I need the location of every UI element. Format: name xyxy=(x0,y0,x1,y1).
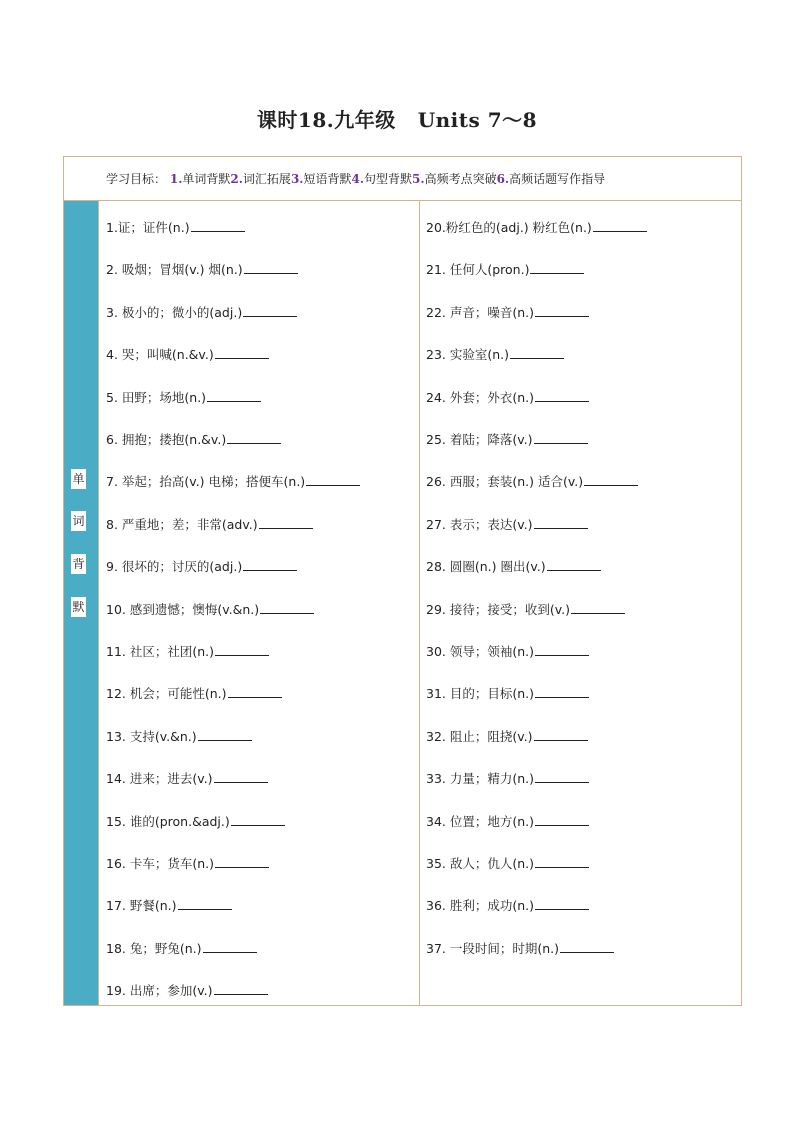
answer-blank[interactable] xyxy=(244,261,298,274)
vocab-prompt: 19. 出席；参加(v.) xyxy=(106,983,213,999)
vocab-prompt: 21. 任何人(pron.) xyxy=(426,262,530,278)
goal-text: 单词背默 xyxy=(182,172,231,186)
section-sidebar xyxy=(64,201,99,1005)
goal-text: 高频考点突破 xyxy=(424,172,497,186)
answer-blank[interactable] xyxy=(215,346,269,359)
answer-blank[interactable] xyxy=(535,643,589,656)
vocab-item xyxy=(106,558,297,575)
answer-blank[interactable] xyxy=(243,558,297,571)
vocab-prompt: 17. 野餐(n.) xyxy=(106,898,177,914)
vocab-item xyxy=(106,601,314,618)
vocab-item xyxy=(426,855,589,872)
goal-number: 6. xyxy=(496,172,510,186)
vocab-prompt: 25. 着陆；降落(v.) xyxy=(426,432,533,447)
goal-text: 高频话题写作指导 xyxy=(509,172,606,186)
vocab-prompt: 29. 接待；接受；收到(v.) xyxy=(426,601,571,617)
vocab-prompt: 26. 西服；套装(n.) 适合(v.) xyxy=(426,474,584,490)
answer-blank[interactable] xyxy=(534,516,588,529)
vocab-prompt: 37. 一段时间；时期(n.) xyxy=(426,940,560,956)
answer-blank[interactable] xyxy=(214,982,268,995)
vocab-prompt: 15. 谁的(pron.&adj.) xyxy=(106,813,230,829)
answer-blank[interactable] xyxy=(228,685,282,698)
vocab-prompt: 31. 目的；目标(n.) xyxy=(426,686,535,702)
answer-blank[interactable] xyxy=(306,473,360,486)
answer-blank[interactable] xyxy=(260,601,314,614)
answer-blank[interactable] xyxy=(214,770,268,783)
vocab-prompt: 3. 极小的；微小的(adj.) xyxy=(106,304,243,320)
vocab-item xyxy=(106,643,269,660)
vocab-prompt: 18. 兔；野兔(n.) xyxy=(106,940,202,956)
section-char: 词 xyxy=(71,511,86,531)
vocab-item xyxy=(106,261,298,278)
vocab-item xyxy=(426,940,614,957)
section-char: 背 xyxy=(71,554,86,574)
answer-blank[interactable] xyxy=(207,389,261,402)
vocab-item xyxy=(106,685,282,702)
vocab-item xyxy=(426,770,589,787)
vocab-table xyxy=(63,156,742,1006)
vocab-prompt: 8. 严重地；差；非常(adv.) xyxy=(106,516,258,532)
vocab-item xyxy=(426,685,589,702)
vocab-item xyxy=(106,304,297,321)
vocab-item xyxy=(426,261,584,278)
vocab-item xyxy=(106,897,232,914)
answer-blank[interactable] xyxy=(535,685,589,698)
section-char: 默 xyxy=(71,597,86,617)
vocab-item xyxy=(106,770,268,787)
answer-blank[interactable] xyxy=(259,516,313,529)
vocab-prompt: 7. 举起；抬高(v.) 电梯；搭便车(n.) xyxy=(106,474,306,490)
answer-blank[interactable] xyxy=(560,940,614,953)
title-main: 课时18.九年级 xyxy=(256,108,396,132)
answer-blank[interactable] xyxy=(231,813,285,826)
answer-blank[interactable] xyxy=(215,855,269,868)
vocab-prompt: 28. 圆圈(n.) 圈出(v.) xyxy=(426,559,546,575)
goal-number: 4. xyxy=(351,172,365,186)
vocab-prompt: 27. 表示；表达(v.) xyxy=(426,516,533,532)
goal-number: 5. xyxy=(412,172,425,186)
goals-label: 学习目标： xyxy=(106,172,167,186)
vocab-prompt: 6. 拥抱；搂抱(n.&v.) xyxy=(106,432,227,447)
vocab-prompt: 32. 阻止；阻挠(v.) xyxy=(426,728,533,744)
answer-blank[interactable] xyxy=(243,304,297,317)
vocab-item xyxy=(426,219,647,236)
vocab-item xyxy=(106,516,313,533)
answer-blank[interactable] xyxy=(535,304,589,317)
answer-blank[interactable] xyxy=(535,897,589,910)
vocab-prompt: 5. 田野；场地(n.) xyxy=(106,389,207,405)
section-char: 单 xyxy=(71,469,86,489)
vocab-item xyxy=(426,897,589,914)
vocab-item xyxy=(106,813,285,830)
vocab-prompt: 1.证；证件(n.) xyxy=(106,220,190,235)
vocab-item xyxy=(106,346,269,363)
vocab-prompt: 34. 位置；地方(n.) xyxy=(426,813,535,829)
vocab-item xyxy=(426,728,588,745)
vocab-item xyxy=(106,431,281,448)
answer-blank[interactable] xyxy=(534,431,588,444)
answer-blank[interactable] xyxy=(215,643,269,656)
learning-goals-row xyxy=(64,157,741,201)
vocab-prompt: 11. 社区；社团(n.) xyxy=(106,644,215,659)
vocab-item xyxy=(106,940,257,957)
vocab-item xyxy=(426,813,589,830)
answer-blank[interactable] xyxy=(571,601,625,614)
vocab-prompt: 33. 力量；精力(n.) xyxy=(426,771,535,787)
vocab-prompt: 9. 很坏的；讨厌的(adj.) xyxy=(106,559,243,575)
vocab-prompt: 12. 机会；可能性(n.) xyxy=(106,686,227,702)
vocab-item xyxy=(106,982,268,999)
vocab-prompt: 10. 感到遗憾；懊悔(v.&n.) xyxy=(106,601,260,617)
vocab-item xyxy=(106,219,245,236)
vocab-prompt: 22. 声音；噪音(n.) xyxy=(426,304,535,320)
vocab-prompt: 36. 胜利；成功(n.) xyxy=(426,898,535,914)
answer-blank[interactable] xyxy=(198,728,252,741)
vocab-prompt: 24. 外套；外衣(n.) xyxy=(426,389,535,405)
vocab-item xyxy=(426,643,589,660)
goal-number: 1. xyxy=(169,172,183,186)
page-title xyxy=(0,104,794,133)
answer-blank[interactable] xyxy=(547,558,601,571)
vocab-item xyxy=(426,516,588,533)
answer-blank[interactable] xyxy=(178,897,232,910)
title-units: Units 7～8 xyxy=(417,108,538,132)
answer-blank[interactable] xyxy=(535,855,589,868)
vocab-item xyxy=(426,558,601,575)
vocab-prompt: 23. 实验室(n.) xyxy=(426,347,510,363)
vocab-item xyxy=(106,473,360,490)
goal-text: 短语背默 xyxy=(303,172,352,186)
vocab-prompt: 4. 哭；叫喊(n.&v.) xyxy=(106,347,214,363)
answer-blank[interactable] xyxy=(593,219,647,232)
vocab-prompt: 16. 卡车；货车(n.) xyxy=(106,856,215,871)
vocab-item xyxy=(106,389,261,406)
vocab-prompt: 13. 支持(v.&n.) xyxy=(106,728,197,744)
vocab-item xyxy=(426,601,625,618)
vocab-prompt: 30. 领导；领袖(n.) xyxy=(426,644,535,659)
answer-blank[interactable] xyxy=(203,940,257,953)
vocab-item xyxy=(106,855,269,872)
column-divider xyxy=(419,201,420,1005)
vocab-item xyxy=(426,389,589,406)
answer-blank[interactable] xyxy=(535,813,589,826)
goal-number: 3. xyxy=(290,172,304,186)
answer-blank[interactable] xyxy=(535,770,589,783)
answer-blank[interactable] xyxy=(530,261,584,274)
answer-blank[interactable] xyxy=(534,728,588,741)
goal-number: 2. xyxy=(230,172,243,186)
answer-blank[interactable] xyxy=(227,431,281,444)
goal-text: 句型背默 xyxy=(364,172,413,186)
vocab-item xyxy=(106,728,252,745)
vocab-item xyxy=(426,304,589,321)
answer-blank[interactable] xyxy=(535,389,589,402)
answer-blank[interactable] xyxy=(191,219,245,232)
answer-blank[interactable] xyxy=(510,346,564,359)
vocab-item xyxy=(426,431,588,448)
answer-blank[interactable] xyxy=(584,473,638,486)
vocab-item xyxy=(426,473,638,490)
vocab-prompt: 2. 吸烟；冒烟(v.) 烟(n.) xyxy=(106,262,243,278)
vocab-item xyxy=(426,346,564,363)
vocab-prompt: 14. 进来；进去(v.) xyxy=(106,771,213,787)
vocab-prompt: 35. 敌人；仇人(n.) xyxy=(426,856,535,871)
vocab-prompt: 20.粉红色的(adj.) 粉红色(n.) xyxy=(426,220,592,235)
goal-text: 词汇拓展 xyxy=(242,172,291,186)
